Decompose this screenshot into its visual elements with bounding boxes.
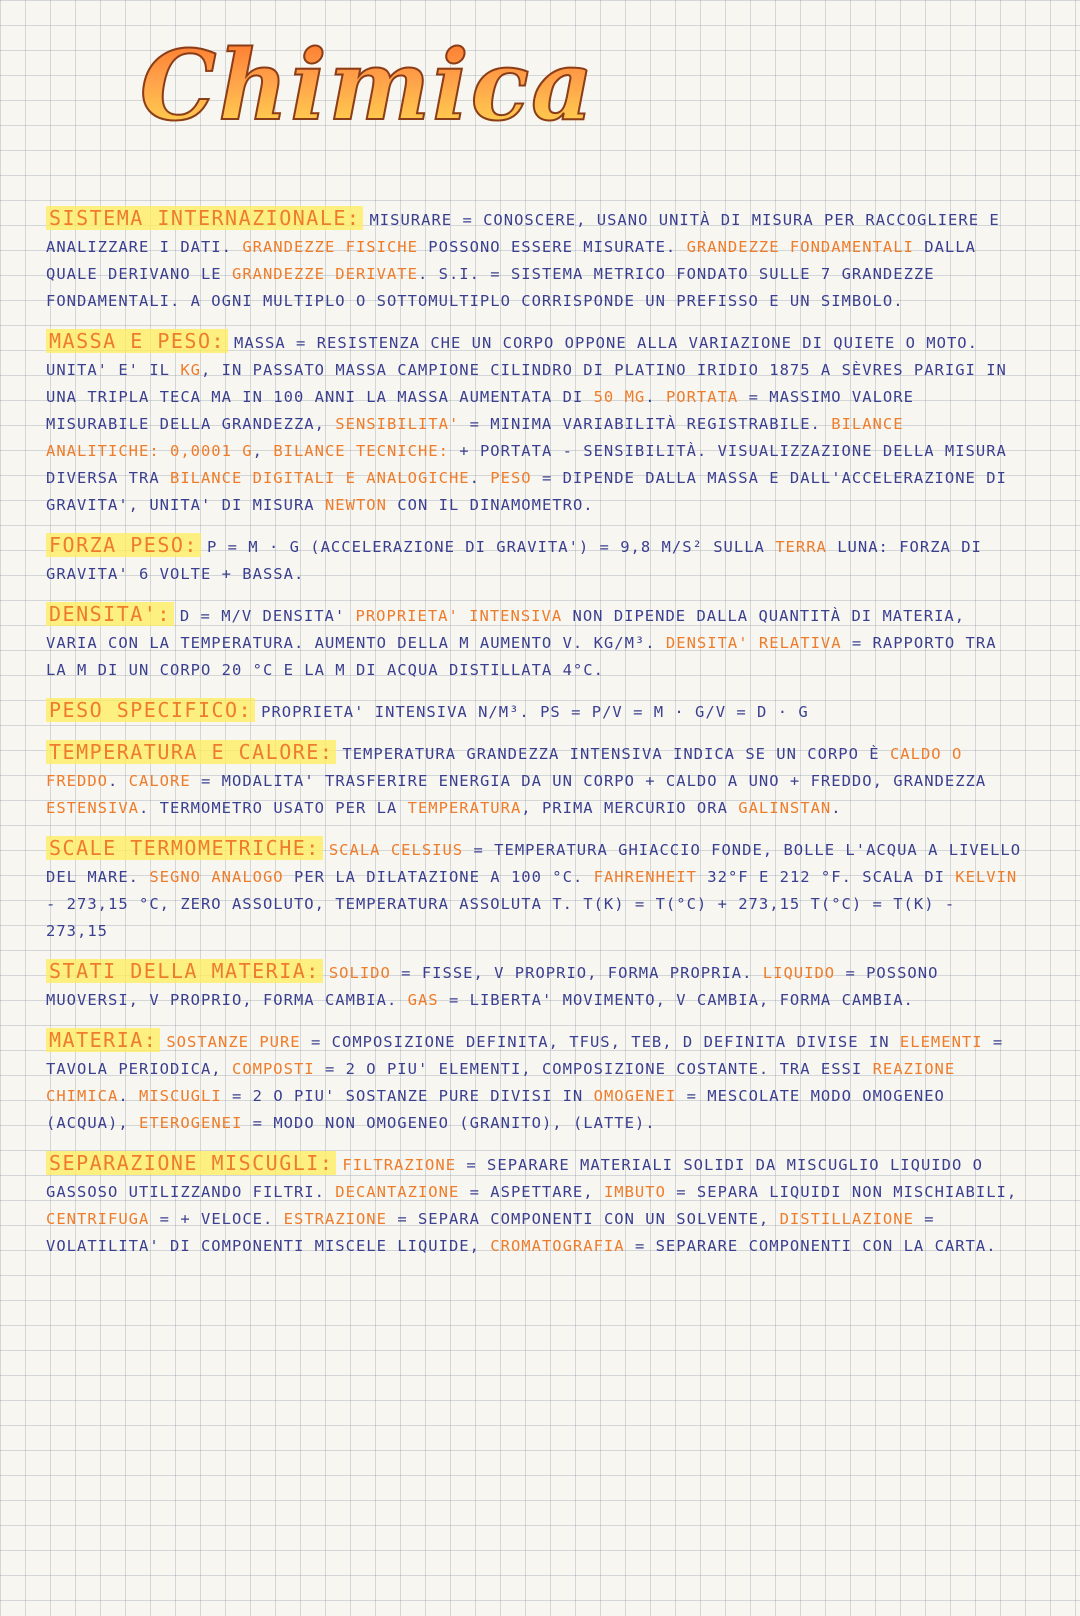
keyword: SEGNO ANALOGO <box>149 868 284 886</box>
keyword: LIQUIDO <box>762 964 836 982</box>
note-section <box>46 328 1026 519</box>
note-section <box>46 1150 1026 1260</box>
note-section <box>46 532 1026 588</box>
body-text: NON DIPENDE DALLA QUANTITÀ DI MATERIA, VARIA CON LA TEMPERATURA. AUMENTO DELLA M AUMENTO V. KG/M³. <box>46 607 966 652</box>
keyword: SCALA CELSIUS <box>328 841 464 859</box>
body-text: DALLA QUALE DERIVANO LE <box>46 238 976 283</box>
body-text: D = M/V DENSITA' <box>179 607 356 625</box>
keyword: IMBUTO <box>603 1183 666 1201</box>
body-text: = SEPARA COMPONENTI CON UN SOLVENTE, <box>386 1210 780 1228</box>
keyword: ESTENSIVA <box>46 799 139 817</box>
note-section <box>46 739 1026 822</box>
notes-body <box>46 205 1026 1273</box>
note-section <box>46 1027 1026 1137</box>
body-text: . S.I. = SISTEMA METRICO FONDATO SULLE 7 GRANDEZZE FONDAMENTALI. A OGNI MULTIPLO O SOTTOMULTIPLO CORRISPONDE UN PREFISSO E UN SIMBOLO. <box>46 265 935 310</box>
keyword: REAZIONE CHIMICA <box>46 1060 956 1105</box>
keyword: BILANCE ANALITICHE: 0,0001 G <box>46 415 904 460</box>
body-text: . TERMOMETRO USATO PER LA <box>139 799 408 817</box>
body-text: = TAVOLA PERIODICA, <box>46 1033 1004 1078</box>
body-text: LUNA: FORZA DI GRAVITA' 6 VOLTE + BASSA. <box>46 538 982 583</box>
note-section <box>46 835 1026 945</box>
body-text: - 273,15 °C, ZERO ASSOLUTO, TEMPERATURA ASSOLUTA T. T(K) = T(°C) + 273,15 T(°C) = T(K) - 273,15 <box>46 895 956 940</box>
keyword: SOSTANZE PURE <box>166 1033 301 1051</box>
keyword: FAHRENHEIT <box>593 868 697 886</box>
keyword: NEWTON <box>324 496 387 514</box>
keyword: GRANDEZZE DERIVATE <box>231 265 418 283</box>
keyword: GRANDEZZE FONDAMENTALI <box>686 238 914 256</box>
section-heading: MASSA E PESO: <box>46 329 228 353</box>
keyword: SOLIDO <box>328 964 391 982</box>
body-text: . <box>118 1087 139 1105</box>
body-text: POSSONO ESSERE MISURATE. <box>417 238 687 256</box>
keyword: CROMATOGRAFIA <box>490 1237 625 1255</box>
keyword: ETEROGENEI <box>139 1114 243 1132</box>
body-text: . <box>108 772 129 790</box>
section-heading: DENSITA': <box>46 602 174 626</box>
body-text: = MASSIMO VALORE MISURABILE DELLA GRANDEZZA, <box>46 388 914 433</box>
keyword: CENTRIFUGA <box>46 1210 150 1228</box>
body-text: = TEMPERATURA GHIACCIO FONDE, BOLLE L'ACQUA A LIVELLO DEL MARE. <box>46 841 1022 886</box>
body-text: = LIBERTA' MOVIMENTO, V CAMBIA, FORMA CAMBIA. <box>438 991 914 1009</box>
body-text: = FISSE, V PROPRIO, FORMA PROPRIA. <box>390 964 763 982</box>
body-text: = RAPPORTO TRA LA M DI UN CORPO 20 °C E LA M DI ACQUA DISTILLATA 4°C. <box>46 634 997 679</box>
section-heading: FORZA PESO: <box>46 533 201 557</box>
body-text: = 2 O PIU' ELEMENTI, COMPOSIZIONE COSTANTE. TRA ESSI <box>314 1060 873 1078</box>
body-text: = 2 O PIU' SOSTANZE PURE DIVISI IN <box>221 1087 594 1105</box>
body-text: = SEPARARE COMPONENTI CON LA CARTA. <box>624 1237 997 1255</box>
section-heading: TEMPERATURA E CALORE: <box>46 740 336 764</box>
body-text: , <box>252 442 274 460</box>
section-heading: SEPARAZIONE MISCUGLI: <box>46 1151 336 1175</box>
keyword: MISCUGLI <box>139 1087 222 1105</box>
section-heading: SISTEMA INTERNAZIONALE: <box>46 206 363 230</box>
keyword: GAS <box>407 991 439 1009</box>
body-text: , PRIMA MERCURIO ORA <box>521 799 739 817</box>
body-text: = DIPENDE DALLA MASSA E DALL'ACCELERAZIONE DI GRAVITA', UNITA' DI MISURA <box>46 469 1007 514</box>
body-text: = ASPETTARE, <box>459 1183 604 1201</box>
body-text: = MESCOLATE MODO OMOGENEO (ACQUA), <box>46 1087 945 1132</box>
body-text: = COMPOSIZIONE DEFINITA, TFUS, TEB, D DEFINITA DIVISE IN <box>300 1033 900 1051</box>
note-section <box>46 697 1026 726</box>
keyword: KELVIN <box>955 868 1018 886</box>
page-title: Chimica <box>140 29 596 142</box>
keyword: TEMPERATURA <box>407 799 522 817</box>
keyword: CALDO O FREDDO <box>46 745 963 790</box>
keyword: FILTRAZIONE <box>342 1156 457 1174</box>
note-section <box>46 601 1026 684</box>
keyword: TERRA <box>775 538 827 556</box>
keyword: ELEMENTI <box>899 1033 983 1051</box>
keyword: CALORE <box>128 772 191 790</box>
note-section <box>46 958 1026 1014</box>
body-text: MASSA = RESISTENZA CHE UN CORPO OPPONE ALLA VARIAZIONE DI QUIETE O MOTO. UNITA' E' IL <box>46 334 978 379</box>
body-text: CON IL DINAMOMETRO. <box>386 496 594 514</box>
body-text: . <box>645 388 666 406</box>
keyword: ESTRAZIONE <box>283 1210 387 1228</box>
keyword: KG <box>180 361 201 379</box>
body-text: = + VELOCE. <box>149 1210 284 1228</box>
body-text: = MINIMA VARIABILITÀ REGISTRABILE. <box>459 415 832 433</box>
body-text: = VOLATILITA' DI COMPONENTI MISCELE LIQUIDE, <box>46 1210 935 1255</box>
keyword: BILANCE DIGITALI E ANALOGICHE <box>169 469 470 487</box>
body-text: MISURARE = CONOSCERE, USANO UNITÀ DI MISURA PER RACCOGLIERE E ANALIZZARE I DATI. <box>46 211 1000 256</box>
section-heading: PESO SPECIFICO: <box>46 698 255 722</box>
body-text: = SEPARA LIQUIDI NON MISCHIABILI, <box>665 1183 1018 1201</box>
keyword: GRANDEZZE FISICHE <box>242 238 418 256</box>
keyword: DENSITA' RELATIVA <box>665 634 842 652</box>
keyword: OMOGENEI <box>593 1087 677 1105</box>
body-text: = MODO NON OMOGENEO (GRANITO), (LATTE). <box>242 1114 656 1132</box>
section-heading: SCALE TERMOMETRICHE: <box>46 836 323 860</box>
body-text: PER LA DILATAZIONE A 100 °C. <box>283 868 594 886</box>
body-text: P = M · G (ACCELERAZIONE DI GRAVITA') = 9,8 M/S² SULLA <box>206 538 776 556</box>
section-heading: STATI DELLA MATERIA: <box>46 959 323 983</box>
keyword: BILANCE TECNICHE: <box>273 442 449 460</box>
note-section <box>46 205 1026 315</box>
body-text: 32°F E 212 °F. SCALA DI <box>696 868 956 886</box>
body-text: , IN PASSATO MASSA CAMPIONE CILINDRO DI PLATINO IRIDIO 1875 A SÈVRES PARIGI IN UNA TRIPLA TECA MA IN 100 ANNI LA MASSA AUMENTATA DI <box>46 361 1007 406</box>
body-text: = SEPARARE MATERIALI SOLIDI DA MISCUGLIO LIQUIDO O GASSOSO UTILIZZANDO FILTRI. <box>46 1156 983 1201</box>
body-text: = MODALITA' TRASFERIRE ENERGIA DA UN CORPO + CALDO A UNO + FREDDO, GRANDEZZA <box>190 772 987 790</box>
keyword: DISTILLAZIONE <box>779 1210 914 1228</box>
keyword: PROPRIETA' INTENSIVA <box>355 607 563 625</box>
keyword: 50 ΜG <box>593 388 646 406</box>
body-text: PROPRIETA' INTENSIVA N/M³. PS = P/V = M · G/V = D · G <box>261 703 809 721</box>
keyword: COMPOSTI <box>231 1060 315 1078</box>
keyword: PORTATA <box>665 388 739 406</box>
section-heading: MATERIA: <box>46 1028 160 1052</box>
keyword: GALINSTAN <box>738 799 832 817</box>
body-text: = POSSONO MUOVERSI, V PROPRIO, FORMA CAMBIA. <box>46 964 939 1009</box>
keyword: PESO <box>490 469 532 487</box>
body-text: TEMPERATURA GRANDEZZA INTENSIVA INDICA SE UN CORPO È <box>342 745 890 763</box>
body-text: . <box>831 799 842 817</box>
body-text: . <box>469 469 491 487</box>
keyword: DECANTAZIONE <box>335 1183 460 1201</box>
keyword: SENSIBILITA' <box>335 415 460 433</box>
body-text: + PORTATA - SENSIBILITÀ. VISUALIZZAZIONE DELLA MISURA DIVERSA TRA <box>46 442 1007 487</box>
